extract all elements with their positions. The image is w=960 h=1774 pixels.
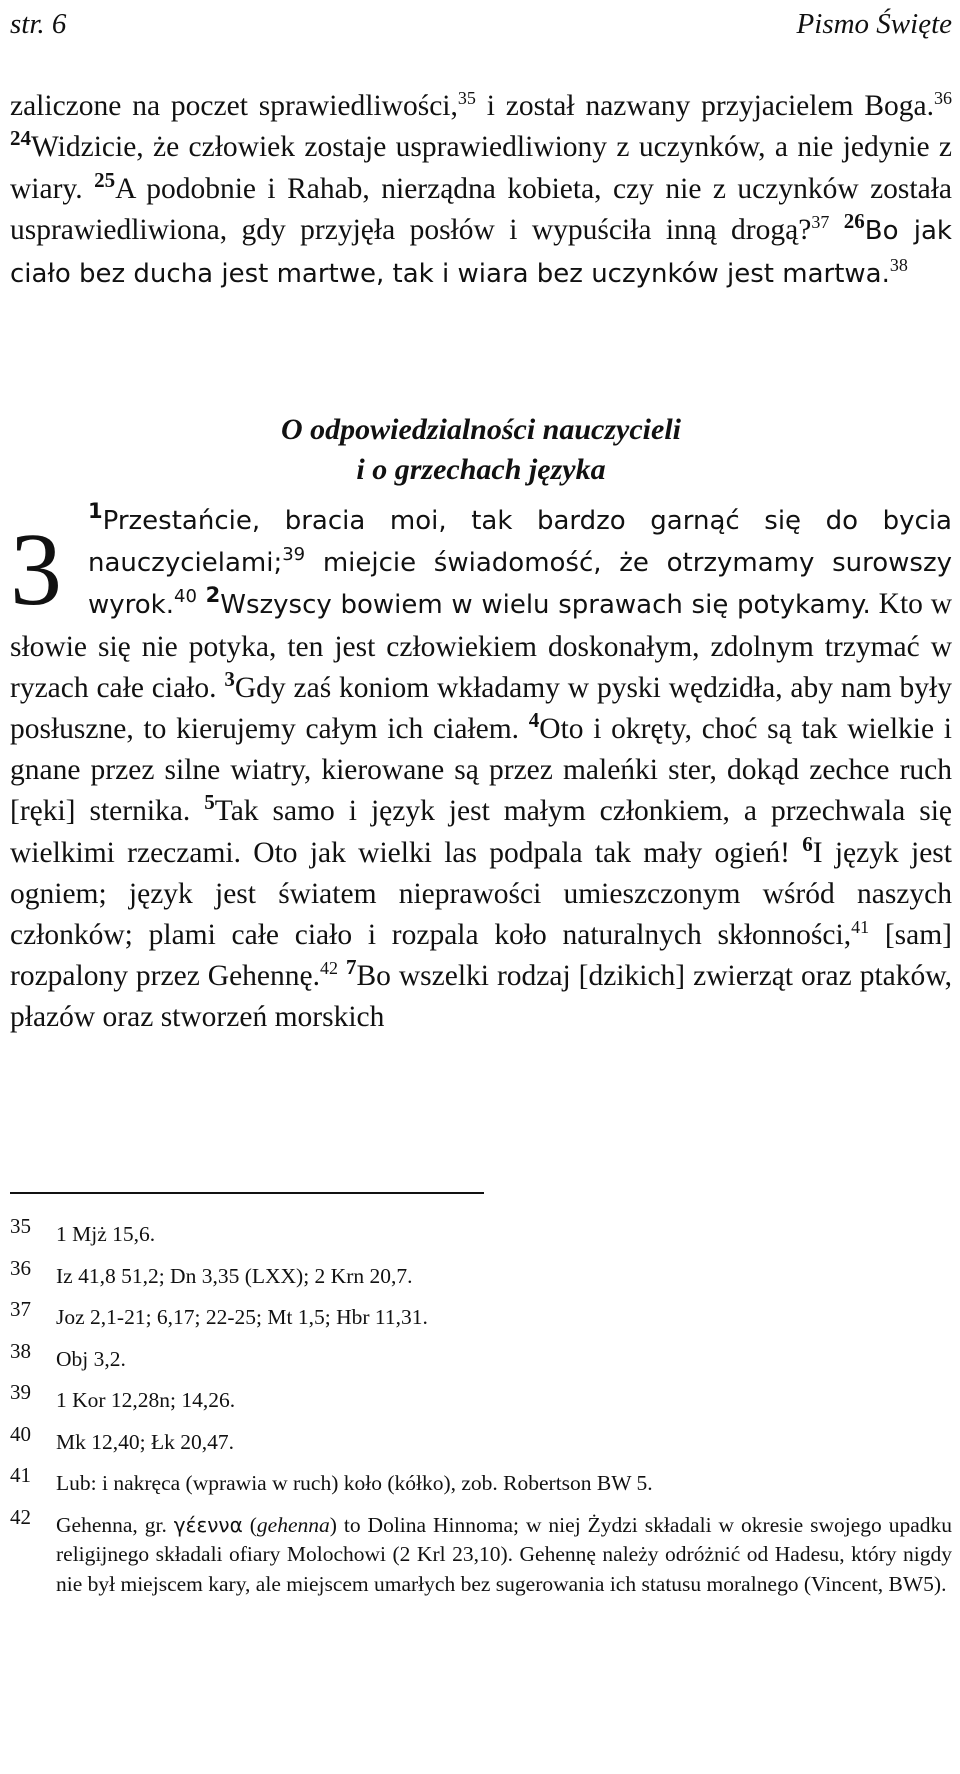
text-span: miejcie świadomość, że otrzymamy surowszy wyrok. <box>88 548 952 621</box>
transliteration: gehenna <box>256 1512 330 1537</box>
text-span: I język jest ogniem; język jest światem nieprawości umieszczonym wśród naszych członków; plami całe ciało i rozpala koło naturalnych skłonności, <box>10 836 952 952</box>
footnote-item <box>10 1463 952 1499</box>
footnote-item <box>10 1380 952 1416</box>
footnote-text <box>56 1511 952 1600</box>
text-span: Widzicie, że człowiek zostaje usprawiedliwiony z uczynków, a nie jedynie z wiary. <box>10 131 952 205</box>
text-span: Gehenna, gr. <box>56 1512 174 1537</box>
footnote-text: Joz 2,1-21; 6,17; 22-25; Mt 1,5; Hbr 11,31. <box>56 1305 428 1329</box>
text-group <box>88 499 952 621</box>
verse-number: 26 <box>843 209 865 234</box>
heading-line: O odpowiedzialności nauczycieli <box>281 413 681 446</box>
text-span: zaliczone na poczet sprawiedliwości, <box>10 90 458 122</box>
verse-number: 5 <box>204 790 215 815</box>
footnote-item <box>10 1214 952 1250</box>
footnote-number: 42 <box>10 1504 31 1529</box>
footnote-ref: 42 <box>319 958 338 979</box>
verse-number: 2 <box>205 583 221 608</box>
text-span: Gdy zaś koniom wkładamy w pyski wędzidła, aby nam były posłuszne, to kierujemy całym ich ciałem. <box>10 671 952 746</box>
paragraph-james-2-end <box>10 86 952 295</box>
verse-number: 25 <box>94 167 116 192</box>
footnote-number: 39 <box>10 1380 31 1404</box>
footnote-ref: 39 <box>282 544 306 566</box>
footnote-text: 1 Mjż 15,6. <box>56 1222 156 1246</box>
footnote-item <box>10 1338 952 1375</box>
text-span: Wszyscy bowiem w wielu sprawach się potykamy. <box>220 590 871 621</box>
page-number: str. 6 <box>10 8 67 40</box>
footnote-ref: 40 <box>174 586 197 608</box>
footnote-item <box>10 1255 952 1292</box>
verse-number: 4 <box>528 708 540 733</box>
text-span: [sam] rozpalony przez Gehennę. <box>10 919 952 993</box>
verse-number: 6 <box>802 831 813 856</box>
text-span: Bo wszelki rodzaj [dzikich] zwierząt oraz ptaków, płazów oraz stworzeń morskich <box>10 960 953 1034</box>
verse-number: 1 <box>88 499 103 523</box>
text-span: ( <box>242 1512 257 1537</box>
text-span: A podobnie i Rahab, nierządna kobieta, czy nie z uczynków została usprawiedliwiona, gdy przyjęła posłów i wypuściła inną drogą? <box>10 172 952 247</box>
footnote-ref: 38 <box>889 254 908 275</box>
footnote-item <box>10 1421 952 1458</box>
footnote-item <box>10 1504 952 1600</box>
section-heading <box>10 410 952 490</box>
text-span: Bo jak ciało bez ducha jest martwe, tak i wiara bez uczynków jest martwa. <box>10 216 952 289</box>
footnote-separator <box>10 1192 484 1194</box>
text-span: Przestańcie, bracia moi, tak bardzo garnąć się do bycia nauczycielami; <box>88 506 952 579</box>
text-span: ) to Dolina Hinnoma; w niej Żydzi składali w okresie swojego upadku religijnego składali ofiary Molochowi (2 Krl 23,10). Gehennę należy odróżnić od Hadesu, który nigdy nie był miejscem kary, ale miejscem umarłych bez sugerowania ich statusu moralnego (Vincent, BW5). <box>56 1512 952 1596</box>
chapter-3-text <box>10 500 952 1039</box>
heading-line: i o grzechach języka <box>356 453 606 486</box>
footnote-text: 1 Kor 12,28n; 14,26. <box>56 1388 236 1412</box>
verse-number: 24 <box>10 126 31 151</box>
greek-word: γέεννα <box>173 1512 243 1537</box>
verse-number: 3 <box>224 666 235 691</box>
footnote-number: 37 <box>10 1297 31 1321</box>
body-paragraph <box>10 86 952 295</box>
footnote-ref: 37 <box>811 212 830 233</box>
footnote-number: 35 <box>10 1214 31 1238</box>
footnotes <box>10 1214 952 1611</box>
footnote-item <box>10 1297 952 1333</box>
text-span: i został nazwany przyjacielem Boga. <box>475 90 934 122</box>
footnote-text: Mk 12,40; Łk 20,47. <box>56 1429 234 1454</box>
verse-number: 7 <box>345 955 357 980</box>
footnote-number: 41 <box>10 1463 31 1487</box>
chapter-number: 3 <box>10 512 62 627</box>
footnote-text: Lub: i nakręca (wprawia w ruch) koło (kółko), zob. Robertson BW 5. <box>56 1471 653 1495</box>
text-span: Tak samo i język jest małym członkiem, a przechwala się wielkimi rzeczami. Oto jak wielki las podpala tak mały ogień! <box>10 795 952 869</box>
footnote-number: 40 <box>10 1421 31 1446</box>
running-header <box>10 8 952 48</box>
footnote-number: 38 <box>10 1338 31 1363</box>
text-span: Oto i okręty, choć są tak wielkie i gnane przez silne wiatry, kierowane są przez maleńki ster, dokąd zechce ruch [ręki] sternika. <box>10 713 952 828</box>
footnote-ref: 41 <box>851 917 870 938</box>
footnote-text: Iz 41,8 51,2; Dn 3,35 (LXX); 2 Krn 20,7. <box>56 1263 413 1288</box>
footnote-ref: 35 <box>457 88 476 108</box>
text-span: Kto w słowie się nie potyka, ten jest człowiekiem doskonałym, zdolnym trzymać w ryzach całe ciało. <box>10 588 953 704</box>
footnote-text: Obj 3,2. <box>56 1346 126 1371</box>
footnote-number: 36 <box>10 1255 31 1280</box>
running-title: Pismo Święte <box>796 8 952 40</box>
footnote-ref: 36 <box>934 88 952 108</box>
